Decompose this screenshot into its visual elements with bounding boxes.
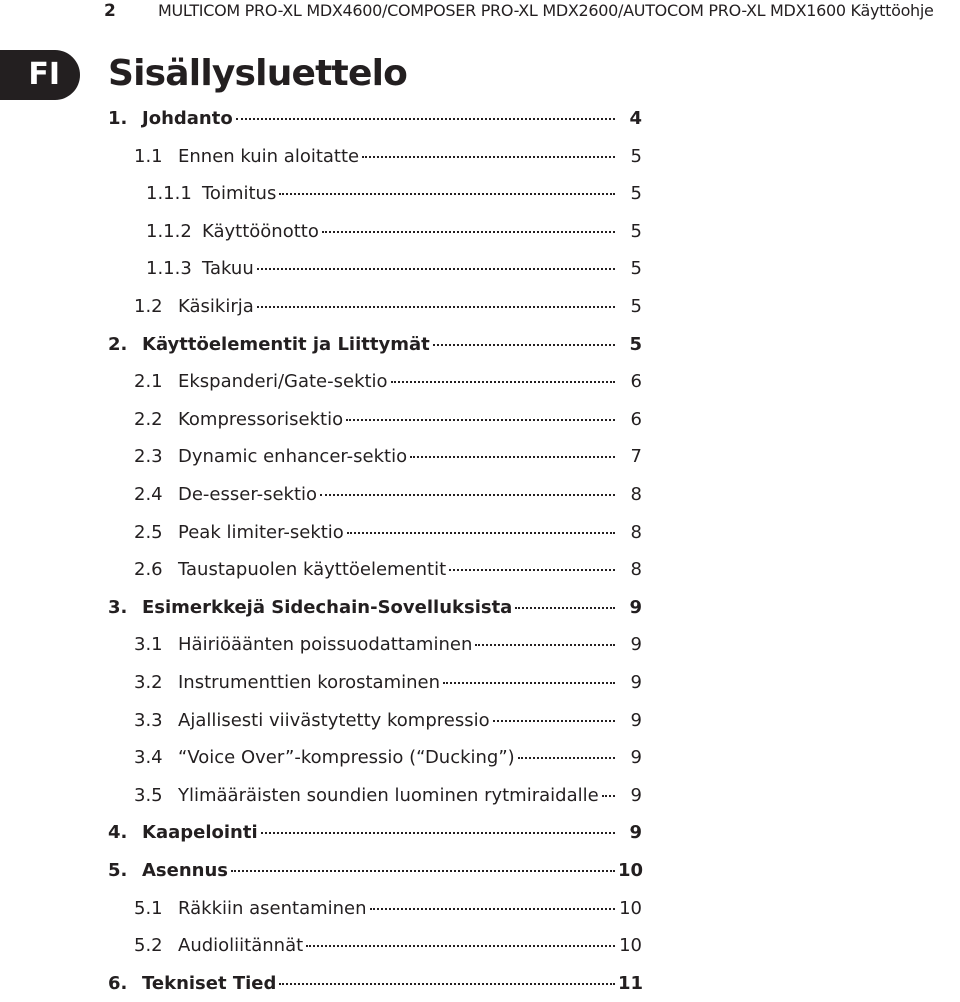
toc-entry-label: Käyttöelementit ja Liittymät <box>142 333 430 355</box>
toc-entry-page: 9 <box>629 822 642 844</box>
dot-leader <box>515 607 615 609</box>
toc-entry-number: 5.1 <box>134 897 163 919</box>
dot-leader <box>449 569 615 571</box>
toc-entry[interactable] <box>0 476 642 513</box>
toc-entry-number: 6. <box>108 972 128 994</box>
toc-entry-page: 5 <box>630 258 642 280</box>
toc-entry-label: Toimitus <box>202 183 277 205</box>
toc-entry[interactable] <box>0 438 642 475</box>
dot-leader <box>322 231 615 233</box>
toc-entry[interactable] <box>0 589 642 626</box>
toc-entry-page: 5 <box>630 145 642 167</box>
toc-entry-number: 1.1.1 <box>146 183 192 205</box>
toc-entry-number: 3.5 <box>134 784 163 806</box>
toc-entry-number: 2.2 <box>134 408 163 430</box>
dot-leader <box>257 306 615 308</box>
toc-entry[interactable] <box>0 777 642 814</box>
toc-entry[interactable] <box>0 326 642 363</box>
toc-entry[interactable] <box>0 664 642 701</box>
language-tab-label: FI <box>28 57 60 92</box>
toc-entry-label: Kompressorisektio <box>178 408 344 430</box>
toc-entry-page: 6 <box>630 371 642 393</box>
toc-entry-label: Käyttöönotto <box>202 220 319 242</box>
toc-entry[interactable] <box>0 100 642 137</box>
toc-entry[interactable] <box>0 138 642 175</box>
toc-entry[interactable] <box>0 514 642 551</box>
dot-leader <box>279 193 615 195</box>
toc-entry[interactable] <box>0 213 642 250</box>
toc-entry-page: 6 <box>630 408 642 430</box>
toc-entry-number: 1.1 <box>134 145 163 167</box>
toc-entry[interactable] <box>0 551 642 588</box>
toc-entry[interactable] <box>0 927 642 964</box>
toc-entry-number: 5. <box>108 860 128 881</box>
dot-leader <box>475 644 615 646</box>
toc-heading: Sisällysluettelo <box>108 53 408 94</box>
dot-leader <box>279 983 615 985</box>
toc-entry-label: Ennen kuin aloitatte <box>178 145 360 167</box>
toc-entry[interactable] <box>0 739 642 776</box>
toc-entry-label: Kaapelointi <box>142 822 258 844</box>
dot-leader <box>410 456 615 458</box>
toc-entry[interactable] <box>0 626 642 663</box>
document-title: MULTICOM PRO-XL MDX4600/COMPOSER PRO-XL MDX2600/AUTOCOM PRO-XL MDX1600 Käyttöohje <box>158 1 934 20</box>
dot-leader <box>231 870 615 872</box>
toc-entry-page: 10 <box>618 860 644 881</box>
dot-leader <box>346 419 615 421</box>
toc-entry-page: 9 <box>630 634 642 656</box>
dot-leader <box>261 832 615 834</box>
dot-leader <box>493 720 615 722</box>
toc-entry-page: 5 <box>630 183 642 205</box>
toc-entry-page: 10 <box>619 897 642 919</box>
dot-leader <box>257 268 615 270</box>
toc-entry-page: 8 <box>630 559 642 581</box>
toc-entry-label: Räkkiin asentaminen <box>178 897 367 919</box>
toc-entry-page: 9 <box>630 709 642 731</box>
dot-leader <box>347 532 615 534</box>
toc-entry-page: 10 <box>619 935 642 957</box>
toc-entry-number: 1.1.3 <box>146 258 192 280</box>
toc-entry-label: Audioliitännät <box>178 935 304 957</box>
toc-entry-number: 3.4 <box>134 747 163 769</box>
dot-leader <box>391 381 615 383</box>
toc-entry-page: 4 <box>629 108 642 129</box>
toc-entry-number: 2. <box>108 333 128 355</box>
toc-entry-label: Esimerkkejä Sidechain-Sovelluksista <box>142 596 513 618</box>
toc-entry-page: 5 <box>630 296 642 317</box>
toc-entry-number: 1.1.2 <box>146 220 192 242</box>
toc-entry[interactable] <box>0 250 642 287</box>
dot-leader <box>443 682 615 684</box>
toc-entry[interactable] <box>0 852 642 889</box>
toc-entry-label: Käsikirja <box>178 296 254 317</box>
toc-entry-page: 8 <box>630 484 642 505</box>
toc-entry-page: 7 <box>630 446 642 468</box>
toc-entry-label: Ekspanderi/Gate-sektio <box>178 371 388 393</box>
toc-entry[interactable] <box>0 702 642 739</box>
toc-entry[interactable] <box>0 175 642 212</box>
toc-entry[interactable] <box>0 814 642 851</box>
toc-entry-page: 11 <box>618 972 644 994</box>
toc-entry-number: 2.4 <box>134 484 163 505</box>
toc-entry-label: Ylimääräisten soundien luominen rytmiraidalle <box>178 784 599 806</box>
toc-entry-number: 1.2 <box>134 296 163 317</box>
toc-entry[interactable] <box>0 401 642 438</box>
toc-entry-number: 5.2 <box>134 935 163 957</box>
toc-entry[interactable] <box>0 890 642 927</box>
page-number: 2 <box>104 1 116 21</box>
toc-entry-page: 5 <box>630 220 642 242</box>
toc-entry-label: Johdanto <box>142 108 233 129</box>
toc-entry-number: 4. <box>108 822 128 844</box>
language-tab <box>0 50 80 100</box>
toc-entry-page: 5 <box>629 333 642 355</box>
toc-entry-number: 3.1 <box>134 634 163 656</box>
toc-entry-label: Taustapuolen käyttöelementit <box>178 559 447 581</box>
toc-entry-number: 3.3 <box>134 709 163 731</box>
dot-leader <box>518 757 615 759</box>
toc-entry-page: 9 <box>629 596 642 618</box>
toc-entry-label: Ajallisesti viivästytetty kompressio <box>178 709 490 731</box>
toc-entry-label: “Voice Over”-kompressio (“Ducking”) <box>178 747 515 769</box>
toc-entry[interactable] <box>0 363 642 400</box>
toc-entry-number: 2.3 <box>134 446 163 468</box>
dot-leader <box>370 908 615 910</box>
toc-entry-label: Dynamic enhancer-sektio <box>178 446 408 468</box>
toc-entry-page: 9 <box>630 747 642 769</box>
toc-entry-number: 2.5 <box>134 521 163 543</box>
toc-entry-label: Tekniset Tied <box>142 972 277 994</box>
dot-leader <box>362 156 615 158</box>
toc-entry-label: Peak limiter-sektio <box>178 521 344 543</box>
dot-leader <box>433 344 615 346</box>
toc-entry-number: 2.6 <box>134 559 163 581</box>
toc-entry-label: De-esser-sektio <box>178 484 318 505</box>
toc-entry-page: 8 <box>630 521 642 543</box>
page-header <box>0 0 960 24</box>
toc-entry-page: 9 <box>630 672 642 693</box>
toc-entry-label: Häiriöäänten poissuodattaminen <box>178 634 473 656</box>
toc-entry-label: Instrumenttien korostaminen <box>178 672 441 693</box>
toc-entry[interactable] <box>0 965 642 1002</box>
toc-entry-number: 1. <box>108 108 128 129</box>
dot-leader <box>602 795 615 797</box>
toc-entry-number: 3. <box>108 596 128 618</box>
toc-entry-page: 9 <box>630 784 642 806</box>
dot-leader <box>236 118 615 120</box>
toc-entry-number: 3.2 <box>134 672 163 693</box>
toc-entry-label: Takuu <box>202 258 254 280</box>
dot-leader <box>320 494 615 496</box>
toc-entry-number: 2.1 <box>134 371 163 393</box>
toc-entry-label: Asennus <box>142 860 229 881</box>
dot-leader <box>306 945 615 947</box>
toc-entry[interactable] <box>0 288 642 325</box>
